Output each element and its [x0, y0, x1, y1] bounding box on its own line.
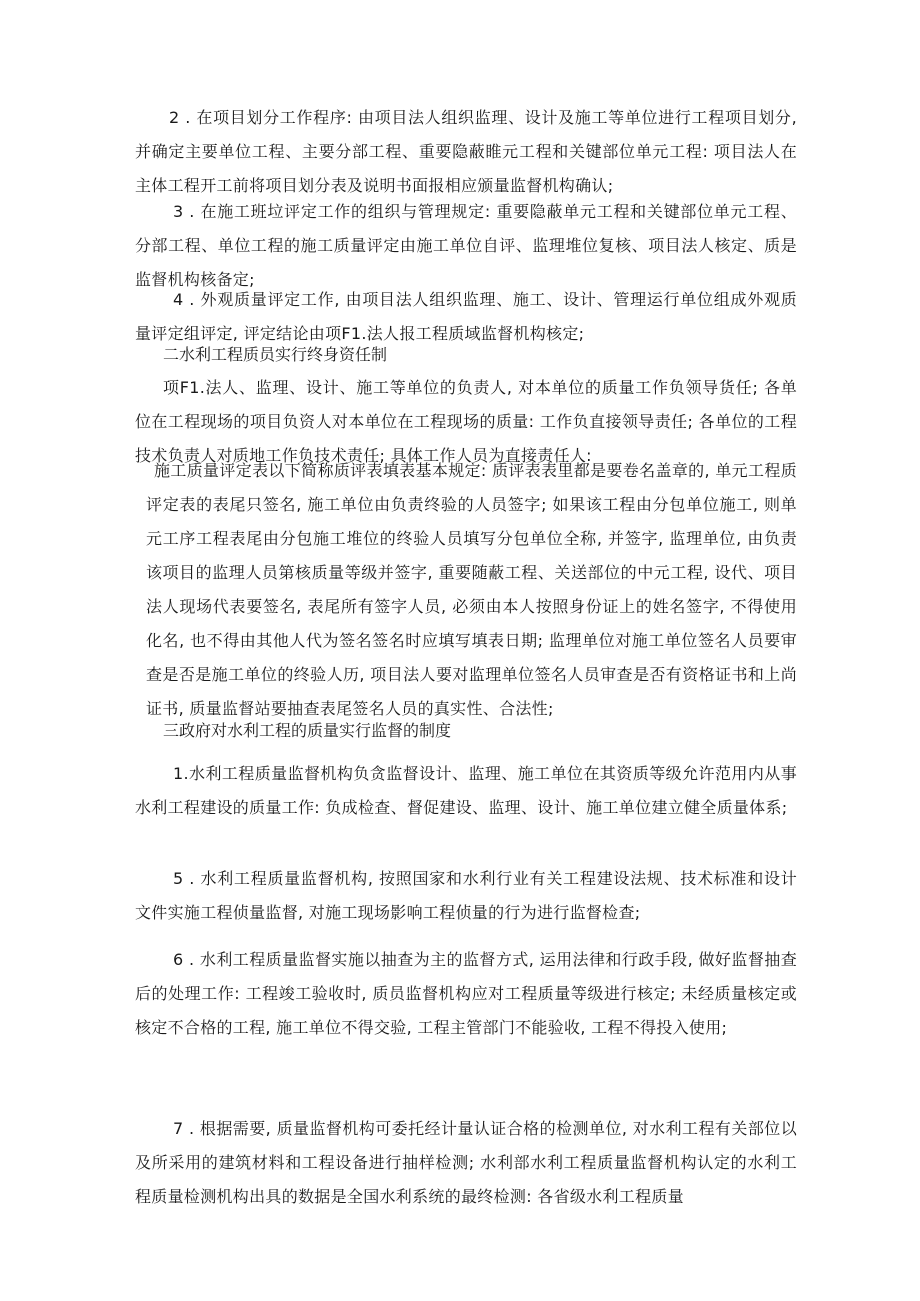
paragraph-appearance-quality: 4 . 外观质量评定工作, 由项目法人组织监理、施工、设计、管理运行单位组成外观质量评定组评定, 评定结论由项F1.法人报工程质域监督机构核定; [135, 290, 797, 343]
section-heading-lifetime-responsibility: 二水利工程质员实行终身资任制 [163, 345, 388, 364]
paragraph-project-division: 2 . 在项目划分工作程序: 由项目法人组织监理、设计及施工等单位进行工程项目划分, 并确定主要单位工程、主要分部工程、重要隐蔽睢元工程和关键部位单元工程: 项目法人在主体工程开工前将项目划分表及说明书面报相应颁量监督机构确认; [135, 108, 797, 195]
paragraph-sampling-inspection: 7 . 根据需要, 质量监督机构可委托经计量认证合格的检测单位, 对水利工程有关部位以及所采用的建筑材料和工程设备进行抽样检测; 水利部水利工程质量监督机构认定的水利工程质量检测机构出具的数据是全国水利系统的最终检测: 各省级水利工程质量 [135, 1119, 797, 1206]
paragraph-supervision-standards: 5 . 水利工程质量监督机构, 按照国家和水利行业有关工程建设法规、技术标准和设计文件实施工程侦量监督, 对施工现场影响工程侦量的行为进行监督检查; [135, 869, 797, 922]
section-heading-government-supervision: 三政府对水利工程的质量实行监督的制度 [163, 721, 452, 740]
paragraph-supervision-scope: 1.水利工程质量监督机构负贪监督设计、监理、施工单位在其资质等级允许范用内从事水利工程建设的质量工作: 负成检查、督促建设、监理、设计、施工单位建立健全质量体系; [135, 764, 797, 817]
paragraph-quality-assessment-organization: 3 . 在施工班垃评定工作的组织与管理规定: 重要隐蔽单元工程和关键部位单元工程、分部工程、单位工程的施工质量评定由施工单位自评、监理堆位复核、项目法人核定、质是监督机构核备定; [135, 202, 797, 289]
paragraph-unit-responsibility: 项F1.法人、监理、设计、施工等单位的负责人, 对本单位的质量工作负领导货任; 各单位在工程现场的项目负资人对本单位在工程现场的质量: 工作负直接领导责任; 各单位的工程技术负责人对质地工作负技术责任; 具体工作人员为直接责任人: [135, 378, 797, 465]
paragraph-assessment-form-rules: 施工质量评定表以下简称质评表填表基本规定: 质评表表里都是要卷名盖章的, 单元工程质评定表的表尾只签名, 施工单位由负责终验的人员签字; 如果该工程由分包单位施工, 则单元工序工程表尾由分包施工堆位的终验人员填写分包单位全称, 并签字, 监理单位, 由负责该项目的监理人员第核质量等级并签字, 重要随蔽工程、关送部位的中元工程, 设代、项目法人现场代表要签名, 表尾所有签字人员, 必须由本人按照身份证上的姓名签字, 不得使用化名, 也不得由其他人代为签名签名时应填写填表日期; 监理单位对施工单位签名人员要审查是否是施工单位的终验人历, 项目法人要对监理单位签名人员审查是否有资格证书和上尚证书, 质量监督站要抽查表尾签名人员的真实性、合法性; [146, 461, 797, 718]
paragraph-supervision-method: 6 . 水利工程质量监督实施以抽查为主的监督方式, 运用法律和行政手段, 做好监督抽查后的处理工作: 工程竣工验收时, 质员监督机构应对工程质量等级进行核定; 未经质量核定或核定不合格的工程, 施工单位不得交验, 工程主管部门不能验收, 工程不得投入使用; [135, 950, 797, 1037]
